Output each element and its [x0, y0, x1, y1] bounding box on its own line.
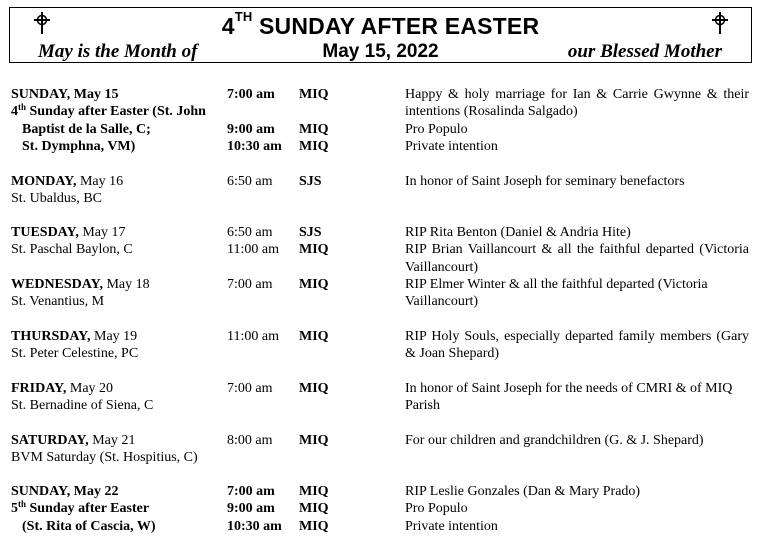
mass-time: 10:30 am — [227, 139, 282, 155]
mass-time: 7:00 am — [227, 381, 273, 396]
celebrant: MIQ — [299, 242, 329, 258]
day-column — [11, 328, 221, 363]
mass-intention: Happy & holy marriage for Ian & Carrie Gwynne & their intentions (Rosalinda Salgado) — [405, 87, 749, 120]
priest-column — [299, 86, 359, 156]
intention-column — [405, 224, 749, 276]
day-column — [11, 483, 221, 535]
feast-label: BVM Saturday (St. Hospitius, C) — [11, 450, 198, 466]
day-label: MONDAY, May 16 — [11, 174, 124, 189]
feast-label: Baptist de la Salle, C; — [22, 121, 151, 137]
day-column — [11, 380, 221, 415]
day-label: SUNDAY, May 22 — [11, 484, 119, 499]
day-column — [11, 173, 221, 208]
mass-intention: Private intention — [405, 139, 498, 155]
celebrant: MIQ — [299, 381, 329, 396]
celebrant: MIQ — [299, 139, 329, 155]
feast-label: St. Paschal Baylon, C — [11, 242, 133, 258]
celebrant: SJS — [299, 174, 322, 189]
page-title: 4TH SUNDAY AFTER EASTER — [221, 9, 540, 39]
feast-label: St. Bernadine of Siena, C — [11, 398, 154, 414]
mass-time: 9:00 am — [227, 501, 275, 517]
day-column — [11, 432, 221, 467]
feast-label: 5th Sunday after Easter — [11, 499, 150, 517]
month-caption-right: our Blessed Mother — [567, 41, 722, 62]
feast-label: (St. Rita of Cascia, W) — [22, 518, 156, 534]
celebrant: MIQ — [299, 433, 329, 448]
mass-time: 11:00 am — [227, 242, 279, 258]
day-column — [11, 276, 221, 311]
celebrant: MIQ — [299, 329, 329, 344]
mass-time: 6:50 am — [227, 225, 273, 240]
mass-intention: For our children and grandchildren (G. & J. Shepard) — [405, 433, 704, 448]
day-label: SATURDAY, May 21 — [11, 433, 136, 448]
month-caption-left: May is the Month of — [38, 41, 198, 62]
mass-time: 7:00 am — [227, 484, 275, 499]
mass-time: 7:00 am — [227, 87, 275, 102]
celebrant: MIQ — [299, 518, 329, 534]
mass-intention: RIP Leslie Gonzales (Dan & Mary Prado) — [405, 484, 641, 499]
feast-label: St. Dymphna, VM) — [22, 139, 136, 155]
mass-intention: RIP Holy Souls, especially departed family members (Gary & Joan Shepard) — [405, 329, 749, 362]
mass-intention: RIP Elmer Winter & all the faithful departed (Victoria Vaillancourt) — [405, 277, 708, 310]
feast-label: St. Peter Celestine, PC — [11, 346, 139, 362]
feast-label: St. Ubaldus, BC — [11, 191, 103, 207]
feast-label: St. Venantius, M — [11, 294, 105, 310]
celebrant: SJS — [299, 225, 322, 240]
celebrant: MIQ — [299, 501, 329, 517]
mass-time: 6:50 am — [227, 174, 273, 189]
feast-label: 4th Sunday after Easter (St. John — [11, 102, 206, 120]
mass-intention: RIP Rita Benton (Daniel & Andria Hite) — [405, 225, 631, 240]
day-label: WEDNESDAY, May 18 — [11, 277, 150, 292]
mass-intention: In honor of Saint Joseph for seminary benefactors — [405, 174, 685, 189]
celebrant: MIQ — [299, 484, 329, 499]
intention-column — [405, 86, 749, 156]
priest-column — [299, 483, 359, 535]
mass-time: 11:00 am — [227, 329, 279, 344]
mass-intention: Private intention — [405, 518, 498, 534]
mass-intention: Pro Populo — [405, 501, 468, 517]
mass-intention: Pro Populo — [405, 121, 468, 137]
time-column — [227, 86, 297, 156]
day-label: SUNDAY, May 15 — [11, 87, 119, 102]
day-column — [11, 86, 221, 156]
priest-column — [299, 224, 359, 259]
day-label: TUESDAY, May 17 — [11, 225, 126, 240]
mass-time: 8:00 am — [227, 433, 273, 448]
bulletin-date: May 15, 2022 — [322, 41, 439, 62]
celebrant: MIQ — [299, 87, 329, 102]
mass-intention: In honor of Saint Joseph for the needs of CMRI & of MIQ Parish — [405, 381, 733, 414]
mass-time: 10:30 am — [227, 518, 282, 534]
time-column — [227, 483, 297, 535]
mass-intention: RIP Brian Vaillancourt & all the faithful departed (Victoria Vaillancourt) — [405, 242, 749, 275]
day-label: FRIDAY, May 20 — [11, 381, 114, 396]
time-column — [227, 224, 297, 259]
celebrant: MIQ — [299, 277, 329, 292]
intention-column — [405, 483, 749, 535]
mass-time: 7:00 am — [227, 277, 273, 292]
celebrant: MIQ — [299, 121, 329, 137]
mass-time: 9:00 am — [227, 121, 275, 137]
day-column — [11, 224, 221, 259]
day-label: THURSDAY, May 19 — [11, 329, 138, 344]
